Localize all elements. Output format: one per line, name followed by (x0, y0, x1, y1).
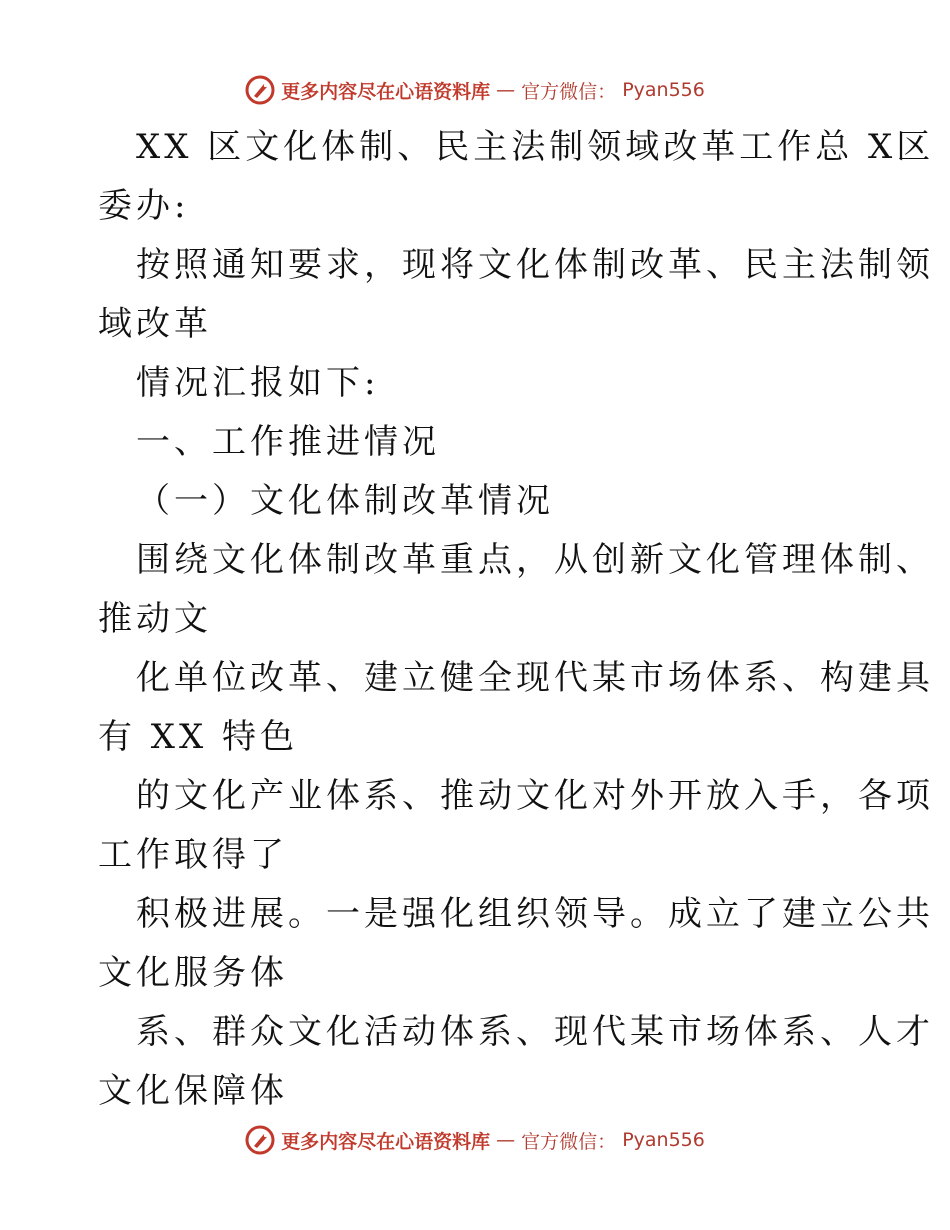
banner-main-text: 更多内容尽在心语资料库 (281, 80, 491, 103)
document-line: 委办: (98, 186, 190, 226)
document-line: XX 区文化体制、民主法制领域改革工作总 X区 (136, 127, 935, 167)
section-heading: 一、工作推进情况 (136, 422, 440, 462)
document-line: 按照通知要求，现将文化体制改革、民主法制领 (136, 245, 934, 285)
document-line: 工作取得了 (98, 835, 288, 875)
pen-nib-logo-icon (245, 75, 275, 105)
document-line: 情况汇报如下: (136, 363, 380, 403)
document-line: 推动文 (98, 599, 212, 639)
banner-wechat-id: Pyan556 (622, 1129, 705, 1151)
document-line: 积极进展。一是强化组织领导。成立了建立公共 (136, 894, 934, 934)
document-line: 化单位改革、建立健全现代某市场体系、构建具 (136, 658, 934, 698)
banner-wechat-id: Pyan556 (622, 79, 705, 101)
document-line: 系、群众文化活动体系、现代某市场体系、人才 (136, 1012, 934, 1052)
header-banner (0, 70, 950, 110)
pen-nib-logo-icon (245, 1125, 275, 1155)
document-line: 文化保障体 (98, 1071, 288, 1111)
banner-dash: — (496, 79, 516, 101)
document-line: 有 XX 特色 (98, 717, 299, 757)
subsection-heading: （一）文化体制改革情况 (136, 481, 554, 521)
banner-dash: — (496, 1129, 516, 1151)
footer-banner (0, 1120, 950, 1160)
document-line: 围绕文化体制改革重点，从创新文化管理体制、 (136, 540, 934, 580)
banner-official-label: 官方微信： (521, 1130, 617, 1153)
document-body (98, 118, 935, 1121)
document-line: 域改革 (98, 304, 212, 344)
banner-main-text: 更多内容尽在心语资料库 (281, 1130, 491, 1153)
document-line: 的文化产业体系、推动文化对外开放入手，各项 (136, 776, 934, 816)
banner-official-label: 官方微信： (521, 80, 617, 103)
document-line: 文化服务体 (98, 953, 288, 993)
